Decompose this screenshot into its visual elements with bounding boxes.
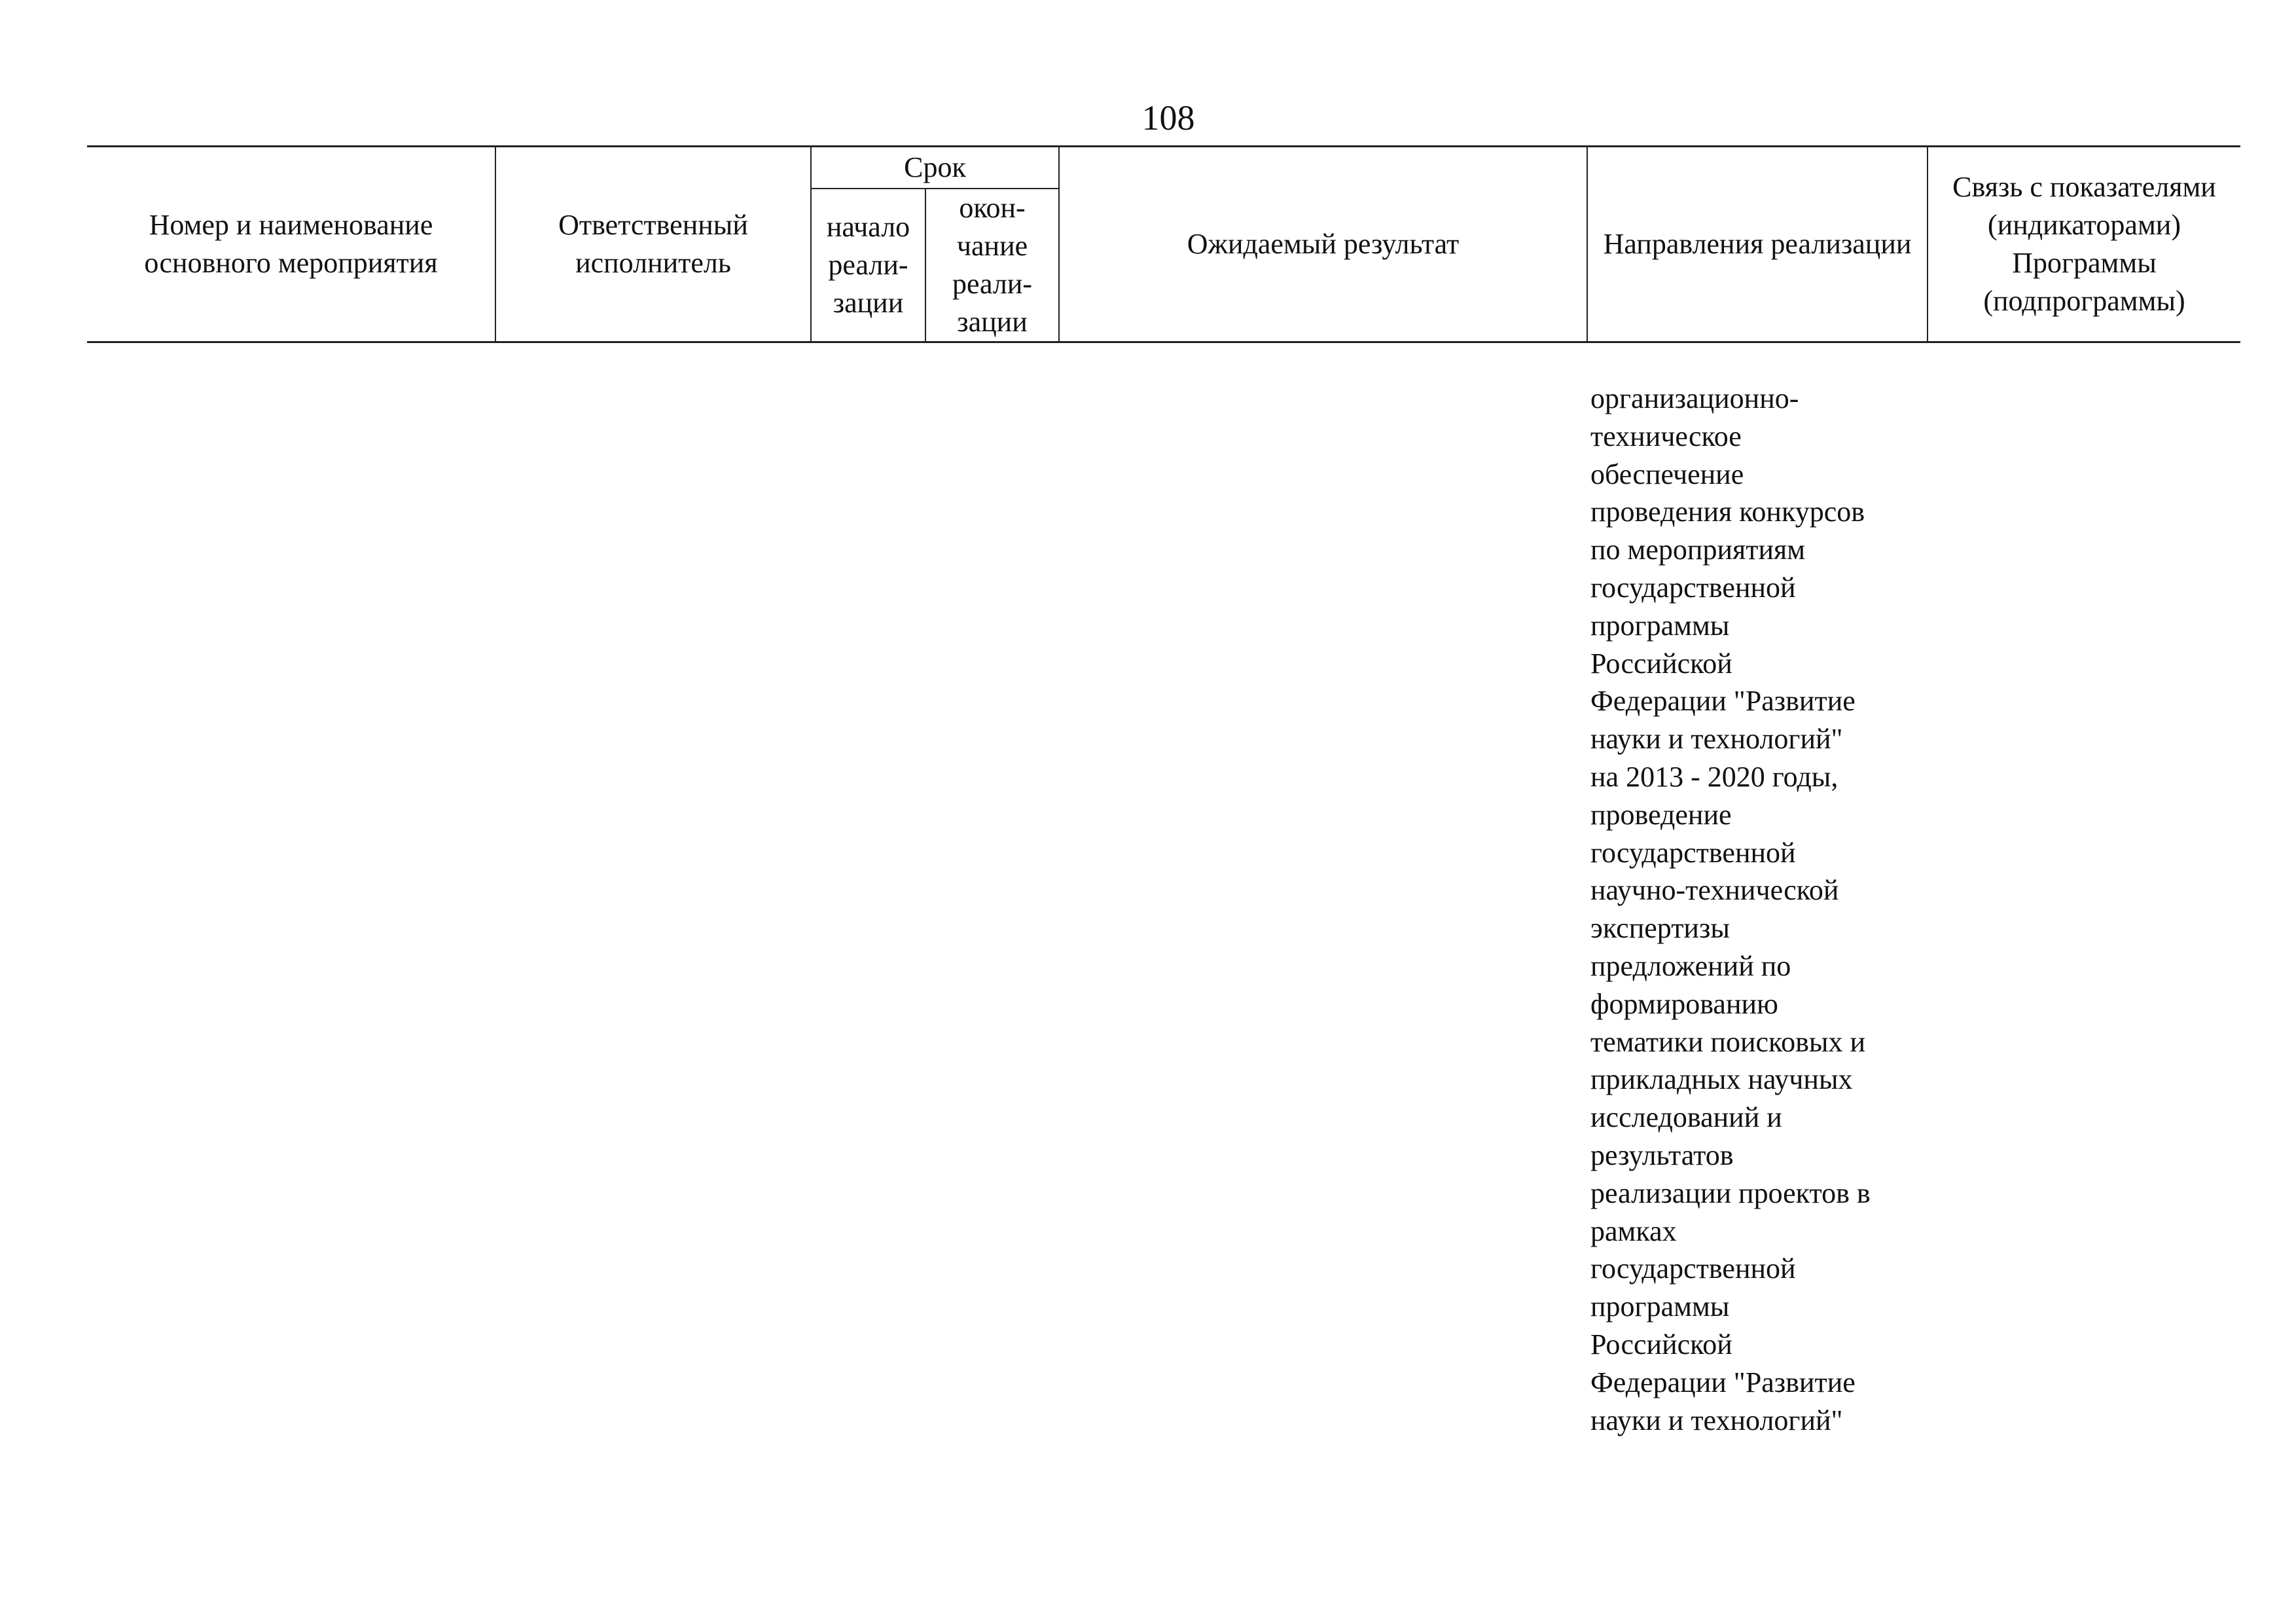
header-activity-name: Номер и наименование основного мероприятия	[87, 147, 495, 342]
header-indicator-link: Связь с показателями (индикаторами) Программы (подпрограммы)	[1928, 147, 2240, 342]
header-expected-result: Ожидаемый результат	[1059, 147, 1587, 342]
header-responsible-executor: Ответственный исполнитель	[495, 147, 811, 342]
header-term-start: начало реали-зации	[811, 189, 925, 342]
activities-table-header	[87, 145, 2240, 343]
header-term-end: окон-чание реали-зации	[925, 189, 1059, 342]
implementation-directions-cell: организационно- техническое обеспечение проведения конкурсов по мероприятиям государственной программы Российской Федерации "Развитие науки и технологий" на 2013 - 2020 годы, проведение государственной научно-технической экспертизы предложений по формированию тематики поисковых и прикладных научных исследований и результатов реализации проектов в рамках государственной программы Российской Федерации "Развитие науки и технологий"	[1590, 382, 1871, 1436]
header-implementation-directions: Направления реализации	[1587, 147, 1928, 342]
header-term: Срок	[811, 147, 1059, 189]
page-number: 108	[1141, 98, 1195, 137]
